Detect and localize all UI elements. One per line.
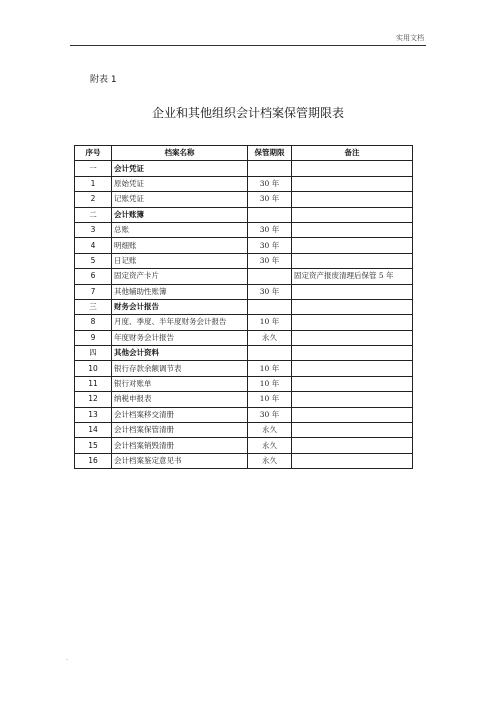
record-name: 固定资产卡片 (112, 269, 248, 284)
table-row (75, 438, 413, 453)
remark (292, 392, 413, 407)
record-name: 年度财务会计报告 (112, 330, 248, 345)
record-name: 日记账 (112, 253, 248, 268)
table-row (75, 192, 413, 207)
retention-period: 10 年 (248, 392, 292, 407)
table-section-row (75, 207, 413, 222)
remark (292, 423, 413, 438)
remark (292, 346, 413, 361)
remark (292, 284, 413, 299)
retention-period (248, 207, 292, 222)
record-name: 月度、季度、半年度财务会计报告 (112, 315, 248, 330)
row-number: 3 (75, 222, 112, 237)
row-number: 16 (75, 453, 112, 468)
table-row (75, 253, 413, 268)
row-number: 15 (75, 438, 112, 453)
column-header-note: 备注 (292, 146, 413, 161)
retention-period: 30 年 (248, 176, 292, 191)
remark (292, 253, 413, 268)
table-section-row (75, 161, 413, 176)
retention-period: 30 年 (248, 253, 292, 268)
remark (292, 192, 413, 207)
record-name: 纳税申报表 (112, 392, 248, 407)
row-number: 12 (75, 392, 112, 407)
retention-period: 永久 (248, 330, 292, 345)
retention-period (248, 161, 292, 176)
remark (292, 238, 413, 253)
record-name: 财务会计报告 (112, 299, 248, 314)
retention-period: 永久 (248, 423, 292, 438)
row-number: 13 (75, 407, 112, 422)
retention-period (248, 269, 292, 284)
remark (292, 315, 413, 330)
row-number: 2 (75, 192, 112, 207)
table-row (75, 176, 413, 191)
record-name: 其他辅助性账簿 (112, 284, 248, 299)
table-section-row (75, 299, 413, 314)
retention-period: 30 年 (248, 407, 292, 422)
record-name: 原始凭证 (112, 176, 248, 191)
record-name: 明细账 (112, 238, 248, 253)
appendix-label: 附表 1 (90, 75, 117, 85)
retention-period (248, 299, 292, 314)
row-number: 1 (75, 176, 112, 191)
table-row (75, 269, 413, 284)
table-row (75, 407, 413, 422)
record-name: 会计档案销毁清册 (112, 438, 248, 453)
table-row (75, 238, 413, 253)
table-row (75, 361, 413, 376)
table-row (75, 284, 413, 299)
table-row (75, 392, 413, 407)
row-number: 一 (75, 161, 112, 176)
retention-period: 30 年 (248, 222, 292, 237)
row-number: 四 (75, 346, 112, 361)
remark (292, 376, 413, 391)
record-name: 其他会计资料 (112, 346, 248, 361)
remark (292, 299, 413, 314)
column-header-name: 档案名称 (112, 146, 248, 161)
footer-mark: . (66, 655, 68, 662)
row-number: 9 (75, 330, 112, 345)
remark (292, 222, 413, 237)
row-number: 11 (75, 376, 112, 391)
header-rule (70, 45, 426, 46)
record-name: 银行存款余额调节表 (112, 361, 248, 376)
table-section-row (75, 346, 413, 361)
table-row (75, 330, 413, 345)
record-name: 银行对账单 (112, 376, 248, 391)
remark (292, 453, 413, 468)
row-number: 4 (75, 238, 112, 253)
column-header-no: 序号 (75, 146, 112, 161)
row-number: 二 (75, 207, 112, 222)
row-number: 5 (75, 253, 112, 268)
retention-period: 10 年 (248, 376, 292, 391)
remark (292, 176, 413, 191)
row-number: 8 (75, 315, 112, 330)
remark (292, 330, 413, 345)
record-name: 会计档案鉴定意见书 (112, 453, 248, 468)
retention-period: 30 年 (248, 238, 292, 253)
row-number: 7 (75, 284, 112, 299)
column-header-period: 保管期限 (248, 146, 292, 161)
retention-period-table (74, 145, 413, 469)
table-row (75, 315, 413, 330)
table-row (75, 423, 413, 438)
remark (292, 407, 413, 422)
remark: 固定资产报废清理后保管 5 年 (292, 269, 413, 284)
table-header-row (75, 146, 413, 161)
table-row (75, 222, 413, 237)
table-row (75, 376, 413, 391)
remark (292, 361, 413, 376)
table-row (75, 453, 413, 468)
record-name: 会计账簿 (112, 207, 248, 222)
record-name: 总账 (112, 222, 248, 237)
row-number: 10 (75, 361, 112, 376)
remark (292, 207, 413, 222)
table-body (75, 161, 413, 469)
page-title: 企业和其他组织会计档案保管期限表 (151, 106, 344, 120)
retention-period: 永久 (248, 453, 292, 468)
retention-period: 30 年 (248, 284, 292, 299)
record-name: 记账凭证 (112, 192, 248, 207)
page-header-text: 实用文档 (396, 34, 424, 42)
row-number: 14 (75, 423, 112, 438)
retention-period: 永久 (248, 438, 292, 453)
retention-period: 10 年 (248, 361, 292, 376)
remark (292, 438, 413, 453)
row-number: 6 (75, 269, 112, 284)
remark (292, 161, 413, 176)
row-number: 三 (75, 299, 112, 314)
retention-period: 10 年 (248, 315, 292, 330)
record-name: 会计凭证 (112, 161, 248, 176)
retention-period (248, 346, 292, 361)
record-name: 会计档案保管清册 (112, 423, 248, 438)
retention-period: 30 年 (248, 192, 292, 207)
record-name: 会计档案移交清册 (112, 407, 248, 422)
